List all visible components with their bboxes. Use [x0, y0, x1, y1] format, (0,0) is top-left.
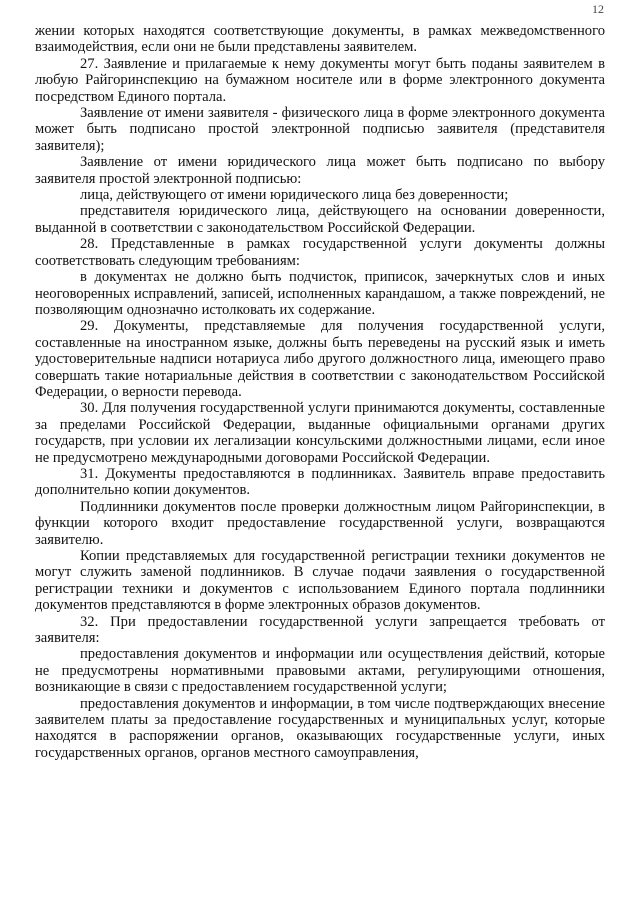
paragraph-legal-entity-signature: Заявление от имени юридического лица может быть подписано по выбору заявителя простой электронной подписью:	[35, 154, 605, 187]
document-body	[35, 23, 605, 761]
paragraph-item-31: 31. Документы предоставляются в подлинниках. Заявитель вправе предоставить дополнительно копии документов.	[35, 465, 605, 499]
paragraph-individual-signature: Заявление от имени заявителя - физического лица в форме электронного документа может быть подписано простой электронной подписью заявителя (представителя заявителя);	[35, 105, 605, 154]
paragraph-prohibited-documents: предоставления документов и информации или осуществления действий, которые не предусмотрены нормативными правовыми актами, регулирующими отношения, возникающие в связи с предоставлением государственной услуги;	[35, 646, 605, 696]
paragraph-prohibited-information: предоставления документов и информации, в том числе подтверждающих внесение заявителем платы за предоставление государственных и муниципальных услуг, которые находятся в распоряжении органов, оказывающих государственные услуги, иных государственных органов, органов местного самоуправления,	[35, 695, 605, 761]
paragraph-originals-returned: Подлинники документов после проверки должностным лицом Райгоринспекции, в функции которого входит предоставление государственной услуги, возвращаются заявителю.	[35, 498, 605, 548]
paragraph-person-without-proxy: лица, действующего от имени юридического лица без доверенности;	[80, 187, 509, 204]
paragraph-item-28: 28. Представленные в рамках государственной услуги документы должны соответствовать следующим требованиям:	[35, 236, 605, 269]
paragraph-item-32: 32. При предоставлении государственной услуги запрещается требовать от заявителя:	[35, 613, 605, 647]
paragraph-item-27: 27. Заявление и прилагаемые к нему документы могут быть поданы заявителем в любую Райгоринспекцию на бумажном носителе или в форме электронного документа посредством Единого портала.	[35, 55, 605, 105]
paragraph-continuation: жении которых находятся соответствующие документы, в рамках межведомственного взаимодействия, если они не были представлены заявителем.	[35, 23, 605, 56]
paragraph-no-erasures: в документах не должно быть подчисток, приписок, зачеркнутых слов и иных неоговоренных исправлений, записей, исполненных карандашом, а также повреждений, не позволяющим однозначно истолковать их содержание.	[35, 269, 605, 318]
paragraph-item-30: 30. Для получения государственной услуги принимаются документы, составленные за пределами Российской Федерации, выданные официальными органами других государств, при условии их легализации консульскими должностными лицами, если иное не предусмотрено международными договорами Российской Федерации.	[35, 400, 605, 466]
paragraph-copies: Копии представляемых для государственной регистрации техники документов не могут служить заменой подлинников. В случае подачи заявления о государственной регистрации техники и документов с использованием Единого портала подлинники документов представляются в форме электронных образов документов.	[35, 548, 605, 614]
paragraph-representative-with-proxy: представителя юридического лица, действующего на основании доверенности, выданной в соответствии с законодательством Российской Федерации.	[35, 203, 605, 236]
paragraph-item-29: 29. Документы, представляемые для получения государственной услуги, составленные на иностранном языке, должны быть переведены на русский язык и иметь удостоверительные надписи нотариуса либо другого должностного лица, имеющего право совершать такие нотариальные действия в соответствии с законодательством Российской Федерации, о верности перевода.	[35, 318, 605, 400]
page-number: 12	[592, 2, 604, 16]
